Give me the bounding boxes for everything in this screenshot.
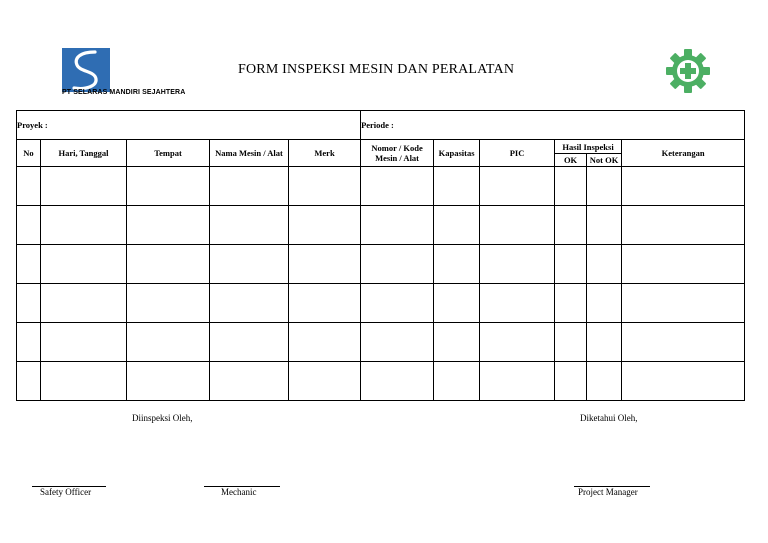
periode-label: Periode : <box>361 120 394 130</box>
col-tempat: Tempat <box>127 140 210 167</box>
table-cell[interactable] <box>41 206 127 245</box>
table-cell[interactable] <box>434 362 480 401</box>
table-cell[interactable] <box>622 284 745 323</box>
table-cell[interactable] <box>210 362 289 401</box>
table-cell[interactable] <box>41 284 127 323</box>
table-cell[interactable] <box>289 245 361 284</box>
table-cell[interactable] <box>434 167 480 206</box>
table-cell[interactable] <box>127 245 210 284</box>
table-cell[interactable] <box>289 362 361 401</box>
table-cell[interactable] <box>127 167 210 206</box>
col-merk: Merk <box>289 140 361 167</box>
table-cell[interactable] <box>17 323 41 362</box>
acknowledged-by-label: Diketahui Oleh, <box>580 413 638 423</box>
table-cell[interactable] <box>587 245 622 284</box>
table-cell[interactable] <box>434 206 480 245</box>
col-hasil-inspeksi: Hasil Inspeksi <box>555 140 622 154</box>
table-cell[interactable] <box>622 167 745 206</box>
table-cell[interactable] <box>555 245 587 284</box>
form-title: FORM INSPEKSI MESIN DAN PERALATAN <box>238 62 515 77</box>
table-row <box>17 206 745 245</box>
table-cell[interactable] <box>17 206 41 245</box>
table-cell[interactable] <box>210 284 289 323</box>
safety-officer-label: Safety Officer <box>40 487 92 497</box>
table-row <box>17 167 745 206</box>
table-row <box>17 323 745 362</box>
proyek-field[interactable] <box>17 111 361 140</box>
table-cell[interactable] <box>622 245 745 284</box>
table-row <box>17 362 745 401</box>
inspection-table <box>16 110 745 401</box>
periode-field[interactable] <box>361 111 745 140</box>
table-cell[interactable] <box>289 284 361 323</box>
table-cell[interactable] <box>480 284 555 323</box>
table-cell[interactable] <box>127 362 210 401</box>
table-cell[interactable] <box>434 284 480 323</box>
table-cell[interactable] <box>41 323 127 362</box>
table-cell[interactable] <box>289 167 361 206</box>
table-cell[interactable] <box>289 206 361 245</box>
table-cell[interactable] <box>480 167 555 206</box>
table-cell[interactable] <box>361 284 434 323</box>
table-cell[interactable] <box>587 362 622 401</box>
table-cell[interactable] <box>555 362 587 401</box>
column-header-row <box>17 140 745 154</box>
inspected-by-label: Diinspeksi Oleh, <box>132 413 193 423</box>
table-cell[interactable] <box>555 206 587 245</box>
table-cell[interactable] <box>17 362 41 401</box>
col-nomor-kode: Nomor / Kode Mesin / Alat <box>361 140 434 167</box>
table-cell[interactable] <box>17 284 41 323</box>
table-cell[interactable] <box>622 323 745 362</box>
table-cell[interactable] <box>480 245 555 284</box>
company-logo <box>62 48 110 92</box>
col-not-ok: Not OK <box>587 154 622 167</box>
table-cell[interactable] <box>41 362 127 401</box>
table-cell[interactable] <box>434 245 480 284</box>
table-cell[interactable] <box>127 323 210 362</box>
s-logo-icon <box>62 48 110 92</box>
table-row <box>17 284 745 323</box>
mechanic-label: Mechanic <box>221 487 257 497</box>
table-cell[interactable] <box>210 206 289 245</box>
table-cell[interactable] <box>480 206 555 245</box>
table-cell[interactable] <box>587 206 622 245</box>
col-no: No <box>17 140 41 167</box>
safety-gear-icon <box>664 47 712 95</box>
col-hari-tanggal: Hari, Tanggal <box>41 140 127 167</box>
table-cell[interactable] <box>41 167 127 206</box>
table-cell[interactable] <box>17 245 41 284</box>
table-cell[interactable] <box>555 167 587 206</box>
table-cell[interactable] <box>587 323 622 362</box>
table-cell[interactable] <box>480 323 555 362</box>
col-keterangan: Keterangan <box>622 140 745 167</box>
table-cell[interactable] <box>210 245 289 284</box>
table-cell[interactable] <box>555 284 587 323</box>
col-pic: PIC <box>480 140 555 167</box>
table-cell[interactable] <box>210 167 289 206</box>
table-cell[interactable] <box>587 167 622 206</box>
table-cell[interactable] <box>361 362 434 401</box>
table-cell[interactable] <box>127 284 210 323</box>
col-nama-mesin: Nama Mesin / Alat <box>210 140 289 167</box>
table-cell[interactable] <box>289 323 361 362</box>
table-cell[interactable] <box>434 323 480 362</box>
table-cell[interactable] <box>622 362 745 401</box>
table-cell[interactable] <box>210 323 289 362</box>
table-cell[interactable] <box>41 245 127 284</box>
project-manager-label: Project Manager <box>578 487 638 497</box>
table-cell[interactable] <box>361 206 434 245</box>
proyek-label: Proyek : <box>17 120 48 130</box>
company-name: PT SELARAS MANDIRI SEJAHTERA <box>62 89 186 96</box>
col-ok: OK <box>555 154 587 167</box>
table-cell[interactable] <box>361 167 434 206</box>
project-info-row <box>17 111 745 140</box>
table-cell[interactable] <box>555 323 587 362</box>
table-row <box>17 245 745 284</box>
table-cell[interactable] <box>17 167 41 206</box>
table-cell[interactable] <box>622 206 745 245</box>
table-cell[interactable] <box>480 362 555 401</box>
table-cell[interactable] <box>127 206 210 245</box>
table-cell[interactable] <box>361 323 434 362</box>
table-cell[interactable] <box>361 245 434 284</box>
table-cell[interactable] <box>587 284 622 323</box>
col-kapasitas: Kapasitas <box>434 140 480 167</box>
